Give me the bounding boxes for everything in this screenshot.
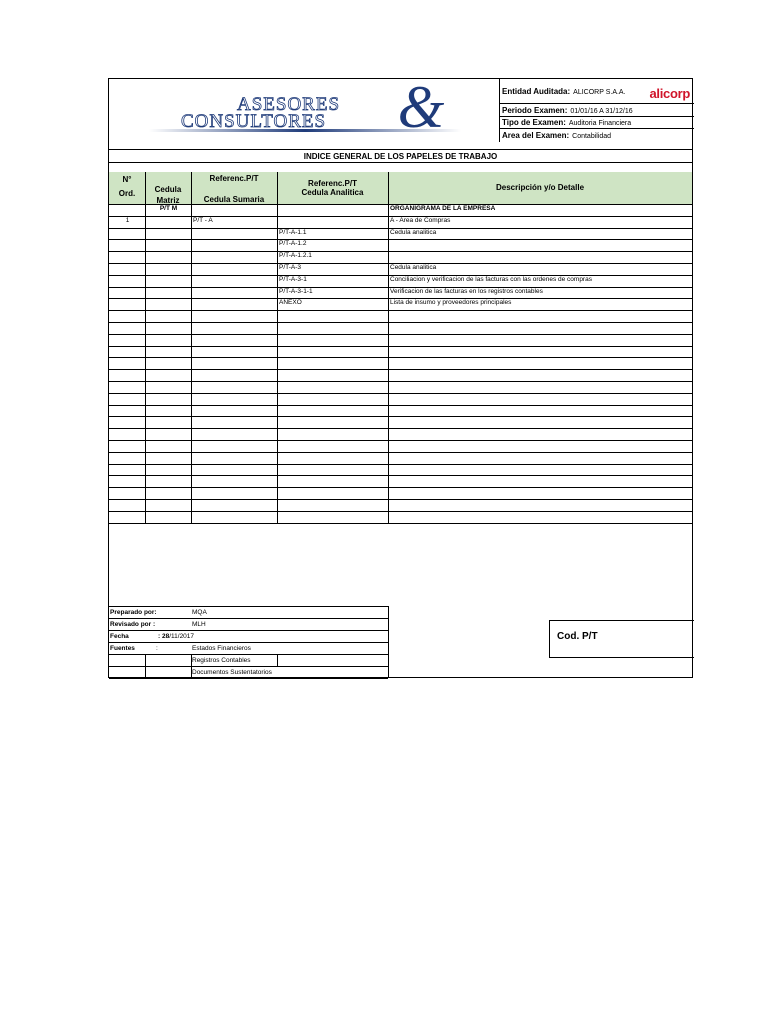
col-n: N° [122,175,132,184]
periodo-value: 01/01/16 A 31/12/16 [570,108,633,115]
row-ref-analitica: P/T-A-3 [279,264,302,271]
preparado-value: MQA [192,609,207,616]
row-descripcion: A - Area de Compras [390,216,451,224]
periodo-label: Periodo Examen: [502,106,568,115]
fuente-item: Estados Financieros [192,645,251,652]
svg-text:ASESORES: ASESORES [237,94,341,115]
col-cedula: Cedula [154,185,182,194]
row-ord: 1 [125,216,130,224]
preparado-label: Preparado por: [110,609,157,616]
tipo-value: Auditoria Financiera [568,120,632,127]
fuentes-colon: : [156,645,158,652]
revisado-value: MLH [192,621,206,628]
alicorp-brand-logo: alicorp [649,86,690,101]
cod-pt-label: Cod. P/T [557,631,598,642]
row-ref-sumaria: P/T - A [193,216,213,224]
col-ref-analitica-a: Referenc.P/T [308,179,357,188]
index-title: INDICE GENERAL DE LOS PAPELES DE TRABAJO [303,152,498,161]
area-row [500,129,694,142]
fuente-item: Registros Contables [192,657,251,664]
ampersand-mark: & [397,85,445,140]
periodo-row [500,104,694,117]
tipo-row [500,117,694,129]
entidad-row [500,79,694,104]
row-descripcion: Cedula analitica [390,228,437,236]
pt-m-label: P/T M [159,205,178,212]
entidad-label: Entidad Auditada: [502,87,571,96]
row-ref-analitica: ANEXO [279,299,302,307]
fuente-item: Documentos Sustentatorios [192,669,272,676]
area-value: Contabilidad [572,133,612,140]
revisado-label: Revisado por : [110,621,156,628]
svg-text:CONSULTORES: CONSULTORES [181,111,327,132]
audit-info-box [499,79,694,142]
col-ord: Ord. [118,189,136,198]
row-ref-analitica: P/T-A-1.2 [279,240,307,248]
area-label: Area del Examen: [502,131,570,140]
row-descripcion: Verificacion de las facturas en los registros contables [390,287,543,295]
working-papers-index-sheet [108,78,693,678]
fuentes-label: Fuentes [110,645,135,652]
fecha-value: : 28/11/2017 [158,633,195,640]
col-matriz: Matriz [156,196,180,205]
row-descripcion: Cedula analitica [390,264,437,271]
row-descripcion: Conciliacion y verificacion de las facturas con las ordenes de compras [390,275,592,283]
cod-pt-box [549,620,694,658]
fecha-label: Fecha [110,633,129,640]
col-descripcion: Descripción y/o Detalle [495,183,585,192]
row-ref-analitica: P/T-A-1.1 [279,228,307,236]
entidad-value: ALICORP S.A.A. [573,89,626,96]
organigrama-label: ORGANIGRAMA DE LA EMPRESA [390,205,496,212]
asesores-consultores-logo [149,85,469,143]
col-ref-sumaria-a: Referenc.P/T [209,174,259,183]
row-ref-analitica: P/T-A-3-1 [279,275,307,283]
tipo-label: Tipo de Examen: [502,118,566,127]
row-ref-analitica: P/T-A-1.2.1 [279,252,312,260]
col-ref-sumaria-b: Cedula Sumaria [203,195,265,204]
col-ref-analitica-b: Cedula Analitica [301,188,364,197]
row-ref-analitica: P/T-A-3-1-1 [279,287,313,295]
row-descripcion: Lista de insumo y proveedores principales [390,299,512,307]
